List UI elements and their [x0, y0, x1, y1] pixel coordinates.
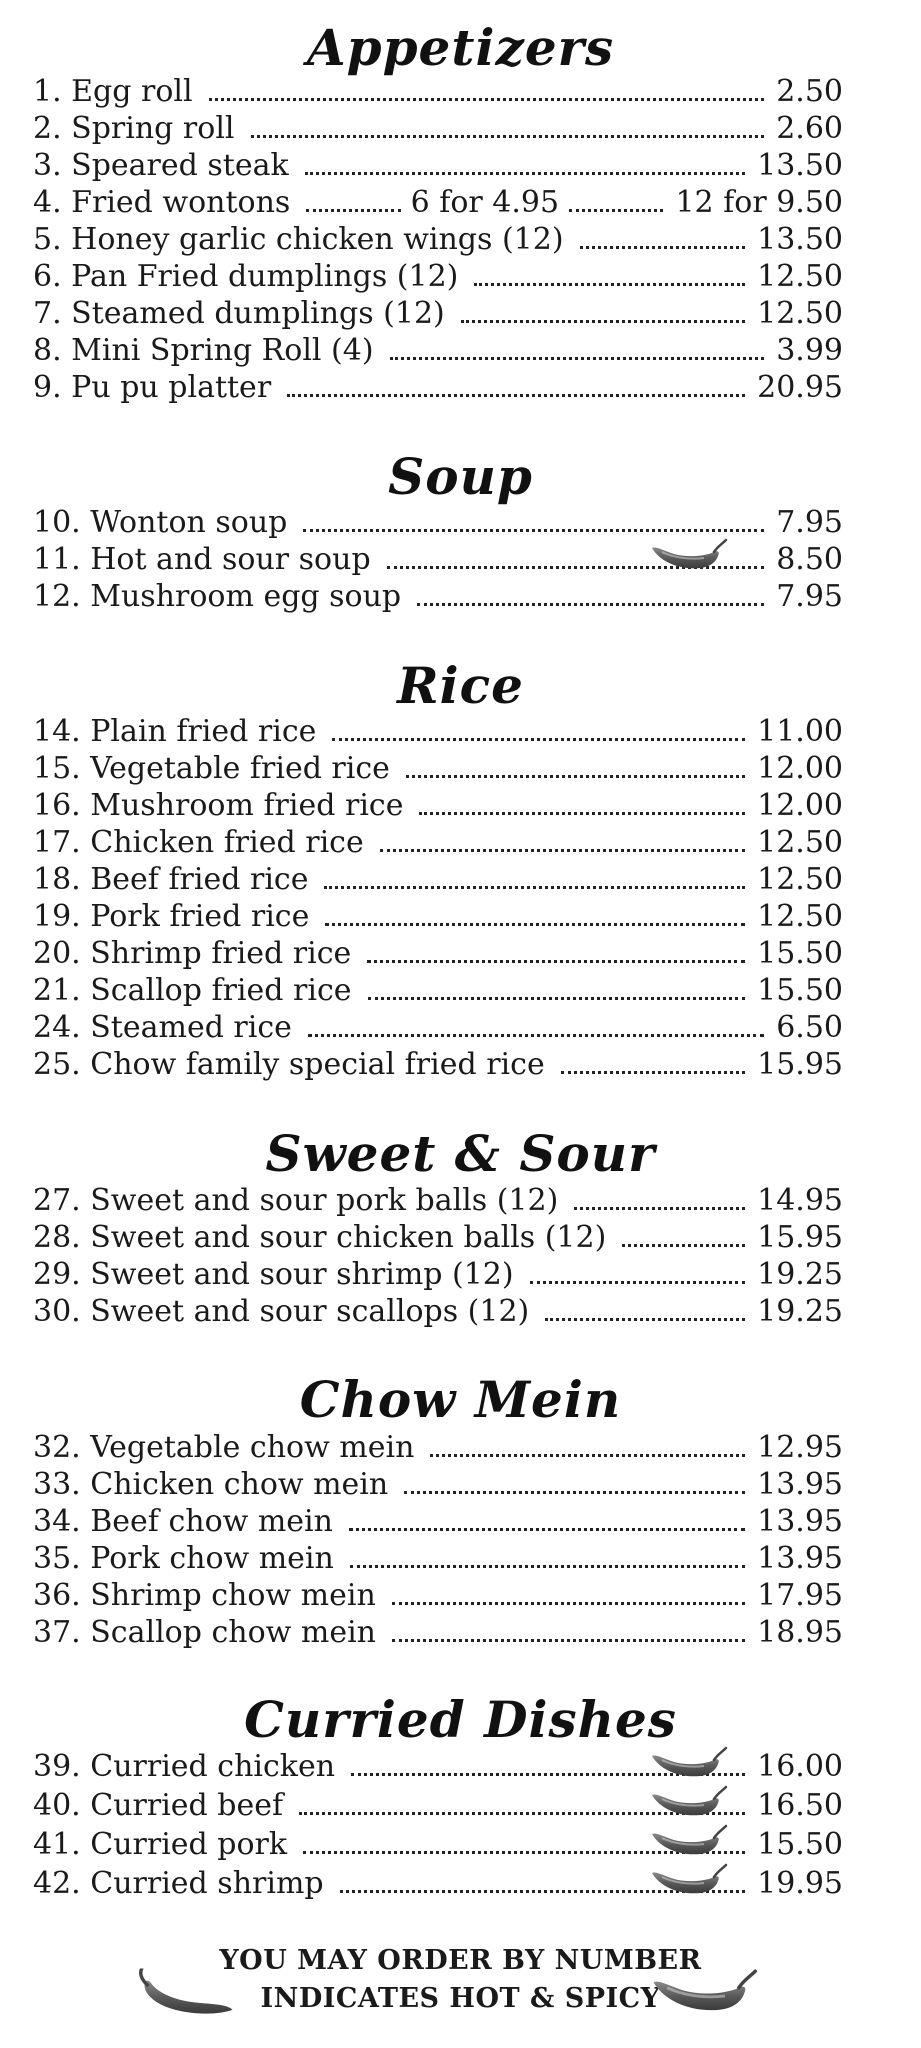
dot-leader	[561, 1070, 745, 1074]
item-name: 42. Curried shrimp	[33, 1866, 324, 1901]
dot-leader	[251, 134, 765, 138]
footer-order-by-number: YOU MAY ORDER BY NUMBER	[219, 1945, 702, 1976]
dot-leader	[392, 1638, 745, 1642]
item-name: 29. Sweet and sour shrimp (12)	[33, 1257, 514, 1292]
dot-leader	[404, 1490, 745, 1494]
item-name: 19. Pork fried rice	[33, 899, 310, 934]
dot-leader	[380, 848, 745, 852]
item-name: 14. Plain fried rice	[33, 714, 317, 749]
item-price: 16.50	[757, 1788, 843, 1823]
dot-leader	[392, 1601, 745, 1605]
menu-item	[33, 369, 843, 406]
menu-item	[33, 578, 843, 615]
item-price: 16.00	[757, 1749, 843, 1784]
dot-leader	[287, 393, 745, 397]
menu-item	[33, 935, 843, 972]
item-name: 39. Curried chicken	[33, 1749, 336, 1784]
item-name: 15. Vegetable fried rice	[33, 751, 390, 786]
item-name: 16. Mushroom fried rice	[33, 788, 404, 823]
item-price: 12.50	[757, 259, 843, 294]
chili-pepper-icon	[648, 1863, 728, 1903]
chili-pepper-icon	[648, 538, 728, 578]
item-name: 1. Egg roll	[33, 74, 193, 109]
dot-leader	[430, 1453, 745, 1457]
item-price: 11.00	[757, 714, 843, 749]
item-name: 21. Scallop fried rice	[33, 973, 352, 1008]
item-price: 7.95	[776, 579, 843, 614]
item-name: 33. Chicken chow mein	[33, 1467, 389, 1502]
item-price-small: 6 for 4.95	[410, 185, 560, 220]
item-name: 28. Sweet and sour chicken balls (12)	[33, 1220, 607, 1255]
menu-item	[33, 713, 843, 750]
dot-leader	[325, 922, 745, 926]
dot-leader	[530, 1280, 746, 1284]
item-name: 34. Beef chow mein	[33, 1504, 333, 1539]
item-price: 19.25	[757, 1257, 843, 1292]
section-title-rice: Rice	[397, 656, 524, 715]
item-name: 24. Steamed rice	[33, 1010, 292, 1045]
menu-item	[33, 1219, 843, 1256]
item-name: 37. Scallop chow mein	[33, 1615, 376, 1650]
item-price: 15.95	[757, 1047, 843, 1082]
item-name: 41. Curried pork	[33, 1827, 288, 1862]
item-price: 12.00	[757, 788, 843, 823]
item-name: 20. Shrimp fried rice	[33, 936, 352, 971]
item-name: 3. Speared steak	[33, 148, 289, 183]
item-price: 15.95	[757, 1220, 843, 1255]
item-price: 20.95	[757, 370, 843, 405]
section-title-curried: Curried Dishes	[244, 1690, 677, 1749]
item-name: 11. Hot and sour soup	[33, 542, 371, 577]
item-name: 35. Pork chow mein	[33, 1541, 334, 1576]
item-price: 15.50	[757, 973, 843, 1008]
dot-leader	[350, 1564, 745, 1568]
menu-item	[33, 184, 843, 221]
section-title-appetizers: Appetizers	[306, 18, 615, 77]
menu-item	[33, 1503, 843, 1540]
dot-leader	[474, 282, 745, 286]
dot-leader	[406, 774, 745, 778]
dot-leader	[545, 1317, 745, 1321]
dot-leader	[419, 811, 745, 815]
item-price: 19.95	[757, 1866, 843, 1901]
dot-leader	[622, 1243, 745, 1247]
dot-leader	[324, 885, 745, 889]
menu-item	[33, 824, 843, 861]
section-title-sweet-sour: Sweet & Sour	[265, 1124, 656, 1183]
menu-item	[33, 221, 843, 258]
item-price: 8.50	[776, 542, 843, 577]
item-name: 25. Chow family special fried rice	[33, 1047, 545, 1082]
section-title-soup: Soup	[388, 447, 533, 506]
dot-leader	[349, 1527, 745, 1531]
dot-leader	[461, 319, 745, 323]
dot-leader	[305, 171, 745, 175]
menu-item	[33, 1256, 843, 1293]
item-name: 2. Spring roll	[33, 111, 235, 146]
menu-item	[33, 147, 843, 184]
item-price: 12.50	[757, 899, 843, 934]
dot-leader	[303, 528, 764, 532]
item-price: 7.95	[776, 505, 843, 540]
item-name: 8. Mini Spring Roll (4)	[33, 333, 374, 368]
menu-item	[33, 972, 843, 1009]
section-title-chow-mein: Chow Mein	[299, 1370, 622, 1429]
menu-item	[33, 1577, 843, 1614]
menu-item	[33, 750, 843, 787]
item-price: 15.50	[757, 936, 843, 971]
menu-item	[33, 1046, 843, 1083]
dot-leader	[569, 208, 663, 212]
item-price: 13.95	[757, 1504, 843, 1539]
item-name: 4. Fried wontons	[33, 185, 291, 220]
item-name: 9. Pu pu platter	[33, 370, 272, 405]
dot-leader	[209, 97, 765, 101]
dot-leader	[574, 1206, 745, 1210]
item-price: 3.99	[776, 333, 843, 368]
item-name: 36. Shrimp chow mein	[33, 1578, 376, 1613]
menu-item	[33, 1009, 843, 1046]
item-name: 30. Sweet and sour scallops (12)	[33, 1294, 530, 1329]
dot-leader	[390, 356, 765, 360]
menu-item	[33, 504, 843, 541]
menu-item	[33, 332, 843, 369]
menu-item	[33, 1182, 843, 1219]
item-price: 13.95	[757, 1541, 843, 1576]
item-price: 18.95	[757, 1615, 843, 1650]
item-name: 18. Beef fried rice	[33, 862, 309, 897]
dot-leader	[308, 1033, 764, 1037]
item-name: 5. Honey garlic chicken wings (12)	[33, 222, 564, 257]
item-name: 6. Pan Fried dumplings (12)	[33, 259, 459, 294]
menu-item	[33, 861, 843, 898]
dot-leader	[306, 208, 400, 212]
menu-item	[33, 787, 843, 824]
item-price: 12.00	[757, 751, 843, 786]
item-name: 7. Steamed dumplings (12)	[33, 296, 445, 331]
item-price: 13.50	[757, 148, 843, 183]
menu-item	[33, 1293, 843, 1330]
menu-item	[33, 1466, 843, 1503]
footer-hot-spicy-note: INDICATES HOT & SPICY	[260, 1983, 661, 2014]
item-price: 12.50	[757, 862, 843, 897]
chili-pepper-icon	[648, 1746, 728, 1786]
item-price: 12 for 9.50	[675, 185, 843, 220]
menu-item	[33, 898, 843, 935]
item-name: 12. Mushroom egg soup	[33, 579, 402, 614]
item-price: 19.25	[757, 1294, 843, 1329]
item-price: 17.95	[757, 1578, 843, 1613]
item-price: 13.50	[757, 222, 843, 257]
dot-leader	[580, 245, 746, 249]
item-price: 13.95	[757, 1467, 843, 1502]
item-name: 17. Chicken fried rice	[33, 825, 364, 860]
item-name: 27. Sweet and sour pork balls (12)	[33, 1183, 559, 1218]
menu-item	[33, 110, 843, 147]
dot-leader	[367, 959, 745, 963]
item-name: 32. Vegetable chow mein	[33, 1430, 415, 1465]
menu-item	[33, 258, 843, 295]
item-name: 10. Wonton soup	[33, 505, 288, 540]
menu-item	[33, 1540, 843, 1577]
menu-item	[33, 295, 843, 332]
menu-item	[33, 1429, 843, 1466]
dot-leader	[417, 602, 764, 606]
chili-pepper-icon	[128, 1968, 238, 2024]
item-price: 14.95	[757, 1183, 843, 1218]
item-price: 6.50	[776, 1010, 843, 1045]
chili-pepper-icon	[648, 1824, 728, 1864]
item-price: 2.50	[776, 74, 843, 109]
menu-item	[33, 73, 843, 110]
item-price: 15.50	[757, 1827, 843, 1862]
chili-pepper-icon	[648, 1968, 758, 2024]
chili-pepper-icon	[648, 1785, 728, 1825]
item-price: 12.50	[757, 296, 843, 331]
item-price: 12.95	[757, 1430, 843, 1465]
item-name: 40. Curried beef	[33, 1788, 284, 1823]
dot-leader	[332, 737, 745, 741]
item-price: 2.60	[776, 111, 843, 146]
menu-item	[33, 1614, 843, 1651]
dot-leader	[368, 996, 746, 1000]
item-price: 12.50	[757, 825, 843, 860]
